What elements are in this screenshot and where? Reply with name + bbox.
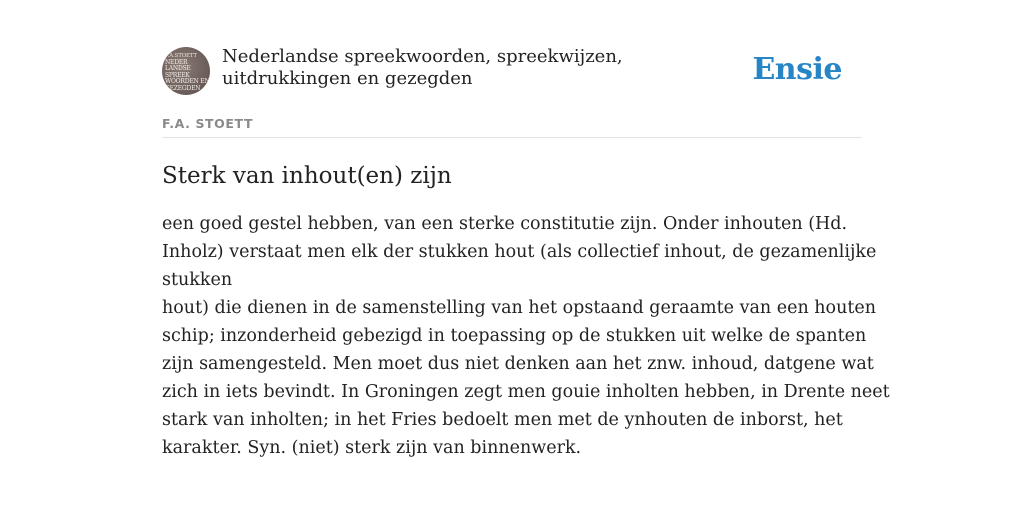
author-link[interactable]: F.A. STOETT (162, 116, 254, 131)
body-line: een goed gestel hebben, van een sterke constitutie zijn. Onder inhouten (Hd. (162, 214, 848, 234)
cover-line: WOORDEN EN (165, 78, 210, 86)
book-cover-text (165, 53, 210, 93)
cover-line: GEZEGDEN (165, 84, 201, 92)
page-container (162, 46, 890, 462)
cover-line: LANDSE (165, 65, 191, 73)
entry-title: Sterk van inhout(en) zijn (162, 163, 452, 189)
body-line: stukken (162, 270, 233, 290)
body-line: Inholz) verstaat men elk der stukken hout (als collectief inhout, de gezamenlijke (162, 242, 877, 262)
cover-line: NEDER (165, 58, 188, 66)
body-line: karakter. Syn. (niet) sterk zijn van binnenwerk. (162, 438, 582, 458)
body-line: zijn samengesteld. Men moet dus niet denken aan het znw. inhoud, datgene wat (162, 354, 874, 374)
body-line: zich in iets bevindt. In Groningen zegt men gouie inholten hebben, in Drente neet (162, 382, 890, 402)
body-line: schip; inzonderheid gebezigd in toepassing op de stukken uit welke de spanten (162, 326, 867, 346)
cover-line: SPREEK (165, 71, 190, 79)
header (162, 46, 862, 102)
body-line: stark van inholten; in het Fries bedoelt men met de ynhouten de inborst, het (162, 410, 843, 430)
book-title-link[interactable]: Nederlandse spreekwoorden, spreekwijzen, uitdrukkingen en gezegden (222, 46, 623, 89)
entry-body (162, 210, 890, 462)
cover-line: F.A.STOETT (165, 53, 197, 59)
book-cover-avatar[interactable] (162, 47, 210, 95)
header-divider (162, 137, 862, 138)
ensie-logo[interactable]: Ensie (752, 52, 842, 87)
body-line: hout) die dienen in de samenstelling van het opstaand geraamte van een houten (162, 298, 877, 318)
